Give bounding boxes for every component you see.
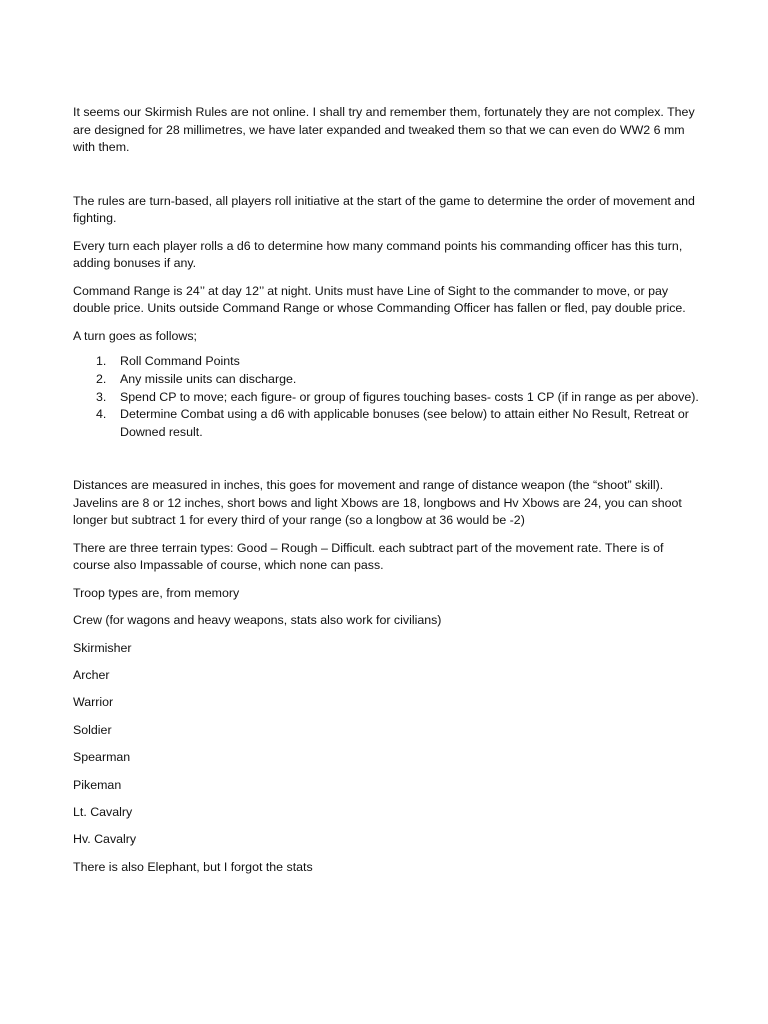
turn-based-paragraph: The rules are turn-based, all players roll initiative at the start of the game to determine the order of movement and fighting. xyxy=(73,193,695,226)
turn-intro-paragraph: A turn goes as follows; xyxy=(73,328,197,343)
list-item-number: 3. xyxy=(96,389,107,404)
list-item-number: 4. xyxy=(96,407,107,422)
troop-type-pikeman: Pikeman xyxy=(73,777,122,792)
command-range-paragraph: Command Range is 24’’ at day 12’’ at night. Units must have Line of Sight to the commander to move, or pay double price. Units outside Command Range or whose Commanding Officer has fallen or fled, pay double price. xyxy=(73,283,686,316)
document-body xyxy=(73,104,701,876)
intro-paragraph: It seems our Skirmish Rules are not online. I shall try and remember them, fortunately they are not complex. They are designed for 28 millimetres, we have later expanded and tweaked them so that we can even do WW2 6 mm with them. xyxy=(73,105,695,155)
troop-intro-paragraph: Troop types are, from memory xyxy=(73,585,240,600)
troop-type-hv-cavalry: Hv. Cavalry xyxy=(73,832,137,847)
distances-paragraph: Distances are measured in inches, this goes for movement and range of distance weapon (the “shoot” skill). Javelins are 8 or 12 inches, short bows and light Xbows are 18, longbows and Hv Xbows are 24, you can shoot longer but subtract 1 for every third of your range (so a longbow at 36 would be -2) xyxy=(73,478,682,528)
troop-type-archer: Archer xyxy=(73,668,110,683)
list-item-number: 1. xyxy=(96,354,107,369)
list-item-text: Roll Command Points xyxy=(120,354,240,369)
troop-type-crew: Crew (for wagons and heavy weapons, stats also work for civilians) xyxy=(73,613,442,628)
list-item xyxy=(73,353,701,371)
list-item-text: Spend CP to move; each figure- or group of figures touching bases- costs 1 CP (if in range as per above). xyxy=(120,389,699,404)
troop-type-warrior: Warrior xyxy=(73,695,114,710)
list-item-text: Determine Combat using a d6 with applicable bonuses (see below) to attain either No Result, Retreat or Downed result. xyxy=(120,407,689,439)
turn-steps-list xyxy=(73,353,701,441)
troop-type-spearman: Spearman xyxy=(73,750,131,765)
elephant-paragraph: There is also Elephant, but I forgot the stats xyxy=(73,859,313,874)
list-item xyxy=(73,371,701,389)
troop-type-lt-cavalry: Lt. Cavalry xyxy=(73,804,133,819)
command-points-paragraph: Every turn each player rolls a d6 to determine how many command points his commanding officer has this turn, adding bonuses if any. xyxy=(73,238,683,271)
list-item xyxy=(73,406,701,441)
list-item-text: Any missile units can discharge. xyxy=(120,371,297,386)
troop-type-soldier: Soldier xyxy=(73,722,112,737)
list-item-number: 2. xyxy=(96,371,107,386)
terrain-paragraph: There are three terrain types: Good – Rough – Difficult. each subtract part of the movement rate. There is of course also Impassable of course, which none can pass. xyxy=(73,540,664,573)
list-item xyxy=(73,389,701,407)
troop-type-skirmisher: Skirmisher xyxy=(73,640,132,655)
